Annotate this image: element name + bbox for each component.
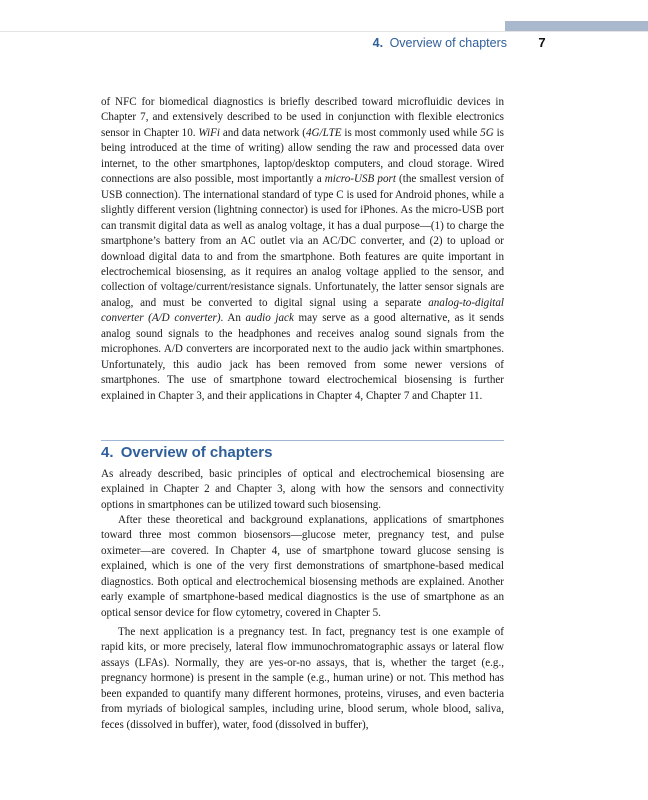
page-number: 7 <box>538 35 546 50</box>
section-heading <box>101 444 272 461</box>
header-accent-bar <box>505 21 648 31</box>
section-number: 4. <box>101 444 114 461</box>
paragraph-nfc-connectivity: of NFC for biomedical diagnostics is briefly described toward microfluidic devices in Chapter 7, and extensively described to be used in conjunction with flexible electronics sensor in Chapter 10. WiFi and data network (4G/LTE is most commonly used while 5G is being introduced at the time of writing) allow sending the raw and processed data over internet, to the other smartphones, laptop/desktop computers, and cloud storage. Wired connections are also possible, most importantly a micro-USB port (the smallest version of USB connection). The international standard of type C is used for Android phones, while a slightly different version (lightning connector) is used for iPhones. As the micro-USB port can transmit digital data as well as analog voltage, it has a dual purpose—(1) to charge the smartphone’s battery from an AC outlet via an AC/DC converter, and (2) to upload or download digital data to and from the smartphone. Both features are quite important in electrochemical biosensing, as it requires an analog voltage applied to the sensor, and collection of voltage/current/resistance signals. Unfortunately, the latter sensor signals are analog, and must be converted to digital signal using a separate analog-to-digital converter (A/D converter). An audio jack may serve as a good alternative, as it sends analog sound signals to the headphones and receives analog sound signals from the microphones. A/D converters are incorporated next to the audio jack within smartphones. Unfortunately, this audio jack has been removed from some newer versions of smartphones. The use of smartphone toward electrochemical biosensing is further explained in Chapter 3, and their applications in Chapter 4, Chapter 7 and Chapter 11. <box>101 96 504 402</box>
header-rule <box>0 31 648 32</box>
section-rule <box>101 440 504 441</box>
paragraph-pregnancy-test: The next application is a pregnancy test. In fact, pregnancy test is one example of rapid kits, or more precisely, lateral flow immunochromatographic assays or lateral flow assays (LFAs). Normally, they are yes-or-no assays, that is, whether the target (e.g., pregnancy hormone) is present in the sample (e.g., human urine) or not. This method has been expanded to quantify many different hormones, proteins, viruses, and even bacteria from myriads of biological samples, including urine, blood serum, whole blood, saliva, feces (dissolved in buffer), water, food (dissolved in buffer), <box>101 626 504 731</box>
paragraph-applications: After these theoretical and background explanations, applications of smartphones toward three most common biosensors—glucose meter, pregnancy test, and pulse oximeter—are covered. In Chapter 4, use of smartphone toward glucose sensing is explained, which is one of the very first demonstrations of smartphone-based medical diagnostics. Both optical and electrochemical biosensing methods are explained. Another early example of smartphone-based medical diagnostics is the use of smartphone as an optical sensor device for flow cytometry, covered in Chapter 5. <box>101 514 504 619</box>
paragraph-basic-principles: As already described, basic principles of optical and electrochemical biosensing are explained in Chapter 2 and Chapter 3, along with how the sensors and connectivity options in smartphones can be utilized toward such biosensing. <box>101 468 504 511</box>
running-head-number: 4. <box>372 36 384 50</box>
section-title: Overview of chapters <box>120 444 273 461</box>
running-head <box>300 36 507 50</box>
running-head-title: Overview of chapters <box>389 36 507 50</box>
